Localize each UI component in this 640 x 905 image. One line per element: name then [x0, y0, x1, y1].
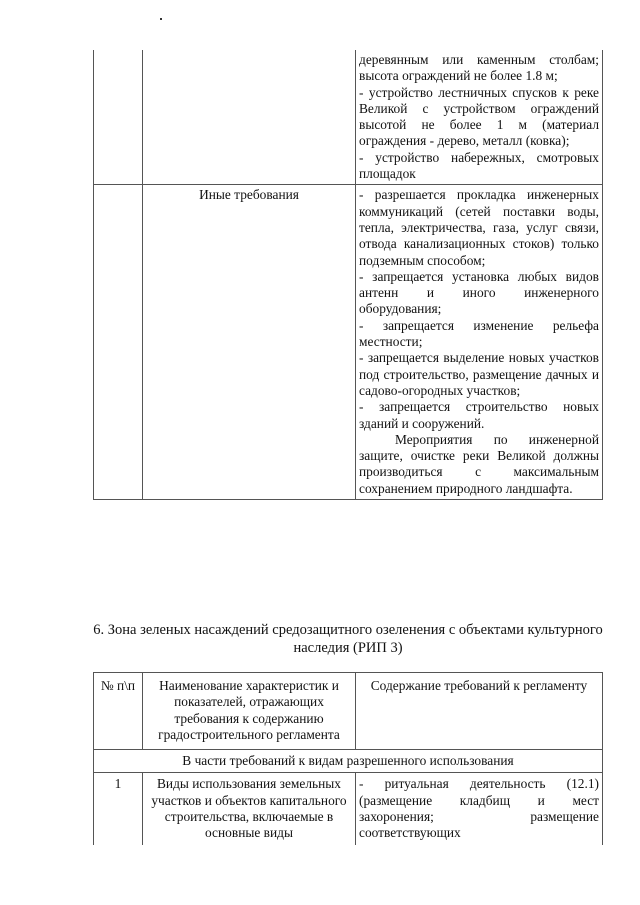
- requirement-paragraph: Мероприятия по инженерной защите, очистке реки Великой должны производиться с максимальным сохранением природного ландшафта.: [359, 431, 599, 496]
- section-title: 6. Зона зеленых насаждений средозащитного озеленения с объектами культурного наследия (РИП 3): [93, 622, 603, 656]
- num-cell: 1: [94, 773, 143, 845]
- scan-speck: [160, 18, 162, 20]
- num-cell: [94, 185, 143, 500]
- table-row: [94, 50, 603, 185]
- header-name: Наименование характеристик и показателей, отражающих требования к содержанию градостроительного регламента: [143, 673, 356, 750]
- content-cell: [356, 50, 603, 185]
- requirement-line: - разрешается прокладка инженерных коммуникаций (сетей поставки воды, тепла, электричества, газа, услуг связи, отвода канализационных стоков) только подземным способом;: [359, 187, 599, 268]
- content-cell: [356, 185, 603, 500]
- name-cell: [143, 50, 356, 185]
- table-row: [94, 185, 603, 500]
- span-cell: В части требований к видам разрешенного использования: [94, 750, 603, 773]
- table-span-row: [94, 750, 603, 773]
- requirement-line: - запрещается изменение рельефа местности;: [359, 317, 599, 350]
- requirement-line: - запрещается выделение новых участков под строительство, размещение дачных и садово-огородных участков;: [359, 350, 599, 398]
- name-cell: Виды использования земельных участков и объектов капитального строительства, включаемые в основные виды: [143, 773, 356, 845]
- table-row: [94, 773, 603, 845]
- requirement-line: - запрещается установка любых видов антенн и иного инженерного оборудования;: [359, 268, 599, 317]
- num-cell: [94, 50, 143, 185]
- zone-requirements-table: [93, 672, 603, 845]
- header-content: Содержание требований к регламенту: [356, 673, 603, 750]
- requirement-line: - запрещается строительство новых зданий и сооружений.: [359, 399, 599, 431]
- name-cell: Иные требования: [143, 185, 356, 500]
- header-num: № п\п: [94, 673, 143, 750]
- requirements-table-continued: [93, 50, 603, 500]
- content-cell: - ритуальная деятельность (12.1) (размещение кладбищ и мест захоронения; размещение соответствующих: [356, 773, 603, 845]
- requirement-line: - устройство лестничных спусков к реке Великой с устройством ограждений высотой не более 1 м (материал ограждения - дерево, металл (ковка);: [359, 84, 599, 149]
- table-header-row: [94, 673, 603, 750]
- requirement-line: - устройство набережных, смотровых площадок: [359, 149, 599, 182]
- requirement-line: деревянным или каменным столбам; высота ограждений не более 1.8 м;: [359, 52, 599, 84]
